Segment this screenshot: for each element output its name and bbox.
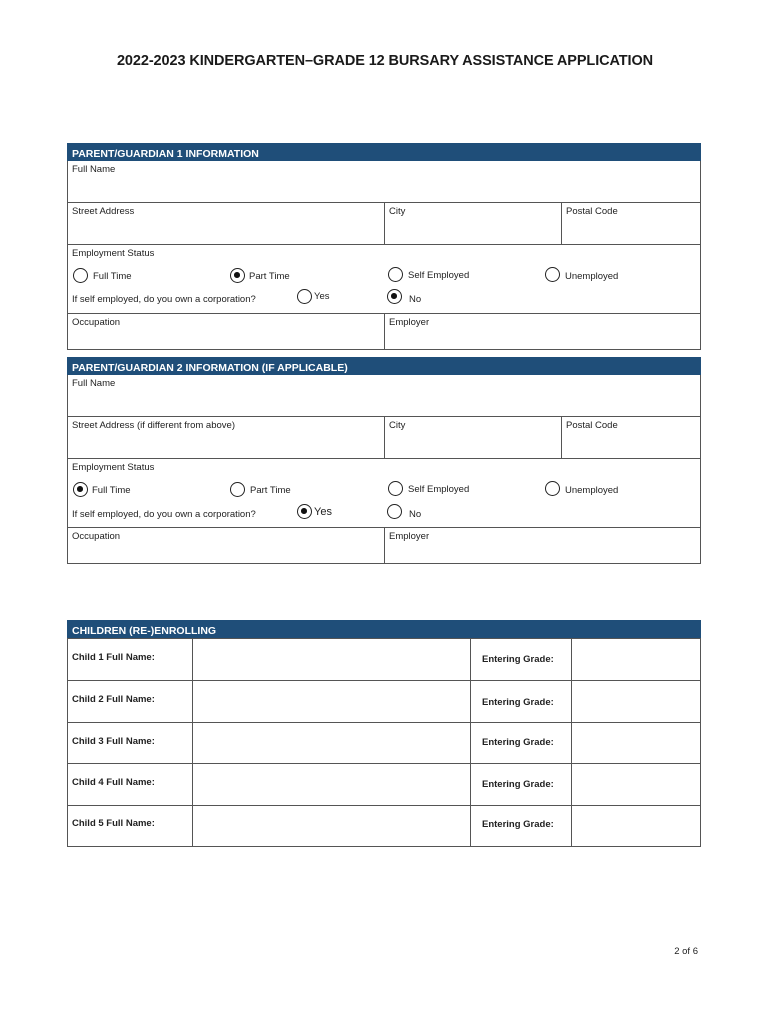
guardian1-section-header: PARENT/GUARDIAN 1 INFORMATION [67, 143, 701, 161]
guardian1-corporation-question: If self employed, do you own a corporation? [72, 294, 256, 305]
guardian2-corporation-yes-label: Yes [314, 506, 332, 518]
guardian1-corporation-no-radio[interactable] [387, 289, 402, 304]
guardian2-street-label: Street Address (if different from above) [72, 420, 235, 431]
child-3-grade-label: Entering Grade: [482, 737, 554, 748]
children-section-header: CHILDREN (RE-)ENROLLING [67, 620, 701, 638]
child-4-name-label-cell [67, 764, 193, 806]
child-3-name-label: Child 3 Full Name: [72, 736, 155, 747]
child-3-name-input[interactable] [193, 723, 471, 764]
guardian1-city-field[interactable] [385, 203, 562, 245]
guardian2-corporation-no-label: No [409, 509, 422, 520]
document-title: 2022-2023 KINDERGARTEN–GRADE 12 BURSARY ASSISTANCE APPLICATION [116, 53, 654, 69]
guardian2-corporation-yes-radio[interactable] [297, 504, 312, 519]
guardian1-occupation-field[interactable] [67, 313, 385, 350]
guardian2-corporation-no-radio[interactable] [387, 504, 402, 519]
guardian1-self-employed-label: Self Employed [408, 270, 470, 281]
guardian1-unemployed-radio[interactable] [545, 267, 560, 282]
child-4-grade-label: Entering Grade: [482, 779, 554, 790]
guardian2-part-time-label: Part Time [250, 485, 291, 496]
guardian2-street-field[interactable] [67, 417, 385, 459]
child-1-name-input[interactable] [193, 639, 471, 681]
child-2-grade-input[interactable] [572, 681, 701, 723]
guardian2-city-label: City [389, 420, 406, 431]
guardian2-section-header: PARENT/GUARDIAN 2 INFORMATION (IF APPLICABLE) [67, 357, 701, 375]
guardian2-unemployed-radio[interactable] [545, 481, 560, 496]
child-4-name-input[interactable] [193, 764, 471, 806]
guardian2-city-field[interactable] [385, 417, 562, 459]
child-2-grade-label-cell [471, 681, 572, 723]
child-2-grade-label: Entering Grade: [482, 697, 554, 708]
guardian1-occupation-label: Occupation [72, 317, 121, 328]
guardian1-full-name-field[interactable] [67, 161, 701, 203]
guardian2-full-name-label: Full Name [72, 378, 116, 389]
guardian1-employment-label: Employment Status [72, 248, 155, 259]
guardian2-postal-label: Postal Code [566, 420, 618, 431]
guardian2-part-time-radio[interactable] [230, 482, 245, 497]
guardian1-street-label: Street Address [72, 206, 135, 217]
guardian1-corporation-yes-label: Yes [314, 291, 330, 302]
child-5-name-input[interactable] [193, 806, 471, 847]
page-number: 2 of 6 [674, 946, 698, 957]
child-5-name-label: Child 5 Full Name: [72, 818, 155, 829]
guardian1-postal-field[interactable] [562, 203, 701, 245]
child-1-name-label: Child 1 Full Name: [72, 652, 155, 663]
guardian1-part-time-label: Part Time [249, 271, 290, 282]
child-2-name-label-cell [67, 681, 193, 723]
guardian2-self-employed-radio[interactable] [388, 481, 403, 496]
guardian2-employer-label: Employer [389, 531, 430, 542]
child-2-name-label: Child 2 Full Name: [72, 694, 155, 705]
guardian2-postal-field[interactable] [562, 417, 701, 459]
guardian1-corporation-yes-radio[interactable] [297, 289, 312, 304]
guardian2-full-name-field[interactable] [67, 375, 701, 417]
guardian1-employer-field[interactable] [385, 313, 701, 350]
child-5-grade-label: Entering Grade: [482, 819, 554, 830]
child-4-name-label: Child 4 Full Name: [72, 777, 155, 788]
child-4-grade-input[interactable] [572, 764, 701, 806]
guardian2-employment-label: Employment Status [72, 462, 155, 473]
guardian1-unemployed-label: Unemployed [565, 271, 619, 282]
guardian2-full-time-label: Full Time [92, 485, 131, 496]
child-1-grade-label: Entering Grade: [482, 654, 554, 665]
child-5-name-label-cell [67, 806, 193, 847]
child-5-grade-input[interactable] [572, 806, 701, 847]
guardian2-unemployed-label: Unemployed [565, 485, 619, 496]
child-3-grade-input[interactable] [572, 723, 701, 764]
guardian2-occupation-label: Occupation [72, 531, 121, 542]
guardian2-full-time-radio[interactable] [73, 482, 88, 497]
guardian1-full-time-label: Full Time [93, 271, 132, 282]
child-3-grade-label-cell [471, 723, 572, 764]
guardian1-corporation-no-label: No [409, 294, 422, 305]
guardian1-city-label: City [389, 206, 406, 217]
guardian2-employment-block [67, 459, 701, 527]
guardian2-corporation-question: If self employed, do you own a corporation? [72, 509, 256, 520]
child-3-name-label-cell [67, 723, 193, 764]
child-1-grade-label-cell [471, 639, 572, 681]
guardian1-self-employed-radio[interactable] [388, 267, 403, 282]
child-4-grade-label-cell [471, 764, 572, 806]
guardian2-self-employed-label: Self Employed [408, 484, 470, 495]
guardian1-postal-label: Postal Code [566, 206, 618, 217]
child-2-name-input[interactable] [193, 681, 471, 723]
guardian1-full-name-label: Full Name [72, 164, 116, 175]
guardian1-full-time-radio[interactable] [73, 268, 88, 283]
guardian1-employer-label: Employer [389, 317, 430, 328]
child-5-grade-label-cell [471, 806, 572, 847]
guardian2-employer-field[interactable] [385, 527, 701, 564]
child-1-name-label-cell [67, 639, 193, 681]
guardian1-employment-block [67, 245, 701, 313]
guardian1-part-time-radio[interactable] [230, 268, 245, 283]
guardian1-street-field[interactable] [67, 203, 385, 245]
child-1-grade-input[interactable] [572, 639, 701, 681]
guardian2-occupation-field[interactable] [67, 527, 385, 564]
